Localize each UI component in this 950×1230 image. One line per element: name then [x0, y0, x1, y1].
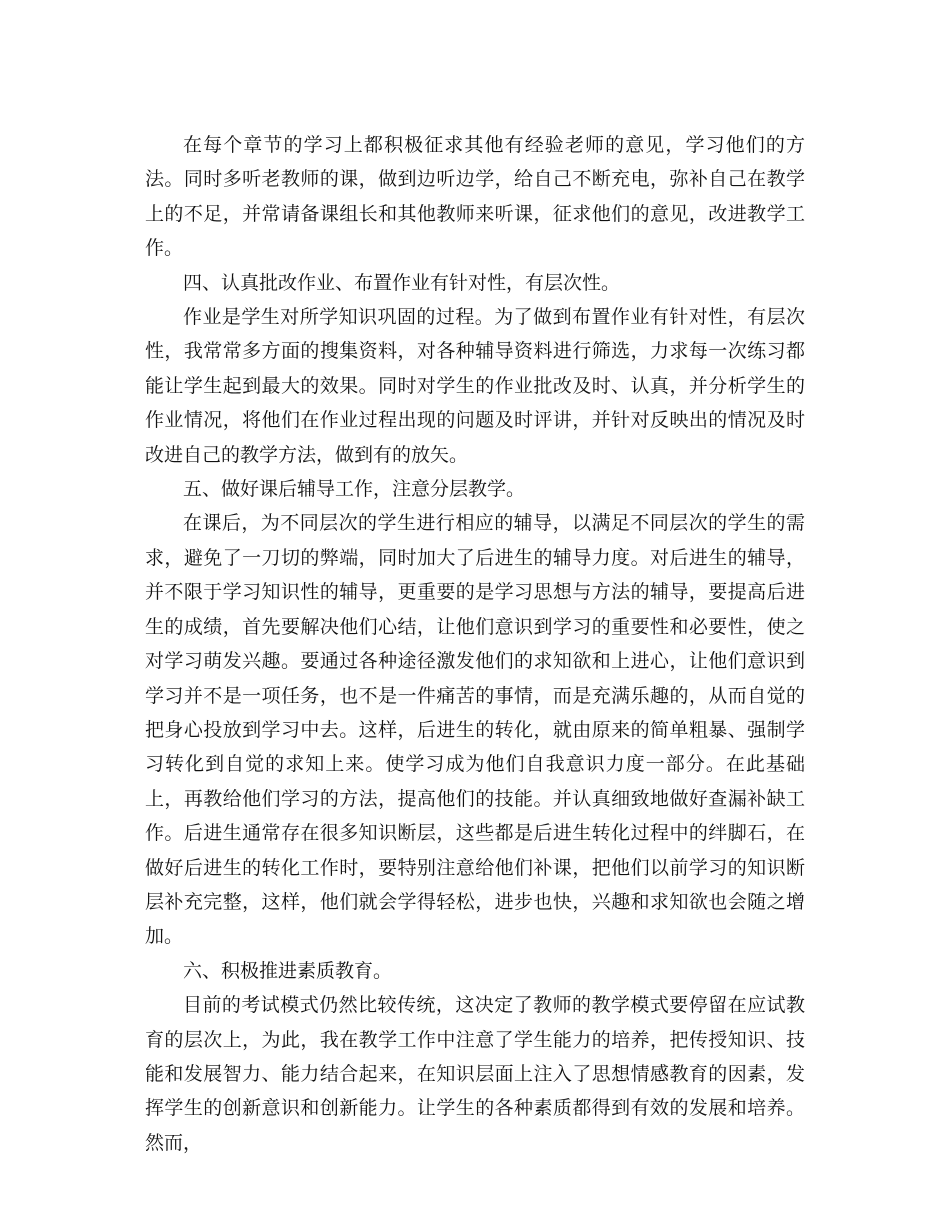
paragraph-3: 在课后，为不同层次的学生进行相应的辅导，以满足不同层次的学生的需求，避免了一刀切的弊端，同时加大了后进生的辅导力度。对后进生的辅导，并不限于学习知识性的辅导，更重要的是学习思想与方法的辅导，要提高后进生的成绩，首先要解决他们心结，让他们意识到学习的重要性和必要性，使之对学习萌发兴趣。要通过各种途径激发他们的求知欲和上进心，让他们意识到学习并不是一项任务，也不是一件痛苦的事情，而是充满乐趣的，从而自觉的把身心投放到学习中去。这样，后进生的转化，就由原来的简单粗暴、强制学习转化到自觉的求知上来。使学习成为他们自我意识力度一部分。在此基础上，再教给他们学习的方法，提高他们的技能。并认真细致地做好查漏补缺工作。后进生通常存在很多知识断层，这些都是后进生转化过程中的绊脚石，在做好后进生的转化工作时，要特别注意给他们补课，把他们以前学习的知识断层补充完整，这样，他们就会学得轻松，进步也快，兴趣和求知欲也会随之增加。: [145, 512, 805, 948]
section-heading-5: 五、做好课后辅导工作，注意分层教学。: [183, 478, 526, 501]
section-heading-4: 四、认真批改作业、布置作业有针对性，有层次性。: [183, 271, 621, 294]
section-heading-6: 六、积极推进素质教育。: [183, 959, 393, 982]
document-body: [145, 128, 805, 1160]
paragraph-2: 作业是学生对所学知识巩固的过程。为了做到布置作业有针对性，有层次性，我常常多方面的搜集资料，对各种辅导资料进行筛选，力求每一次练习都能让学生起到最大的效果。同时对学生的作业批改及时、认真，并分析学生的作业情况，将他们在作业过程出现的问题及时评讲，并针对反映出的情况及时改进自己的教学方法，做到有的放矢。: [145, 306, 805, 466]
paragraph-1: 在每个章节的学习上都积极征求其他有经验老师的意见，学习他们的方法。同时多听老教师的课，做到边听边学，给自己不断充电，弥补自己在教学上的不足，并常请备课组长和其他教师来听课，征求他们的意见，改进教学工作。: [145, 134, 805, 260]
paragraph-4: 目前的考试模式仍然比较传统，这决定了教师的教学模式要停留在应试教育的层次上，为此，我在教学工作中注意了学生能力的培养，把传授知识、技能和发展智力、能力结合起来，在知识层面上注入了思想情感教育的因素，发挥学生的创新意识和创新能力。让学生的各种素质都得到有效的发展和培养。 然而，: [145, 994, 805, 1154]
